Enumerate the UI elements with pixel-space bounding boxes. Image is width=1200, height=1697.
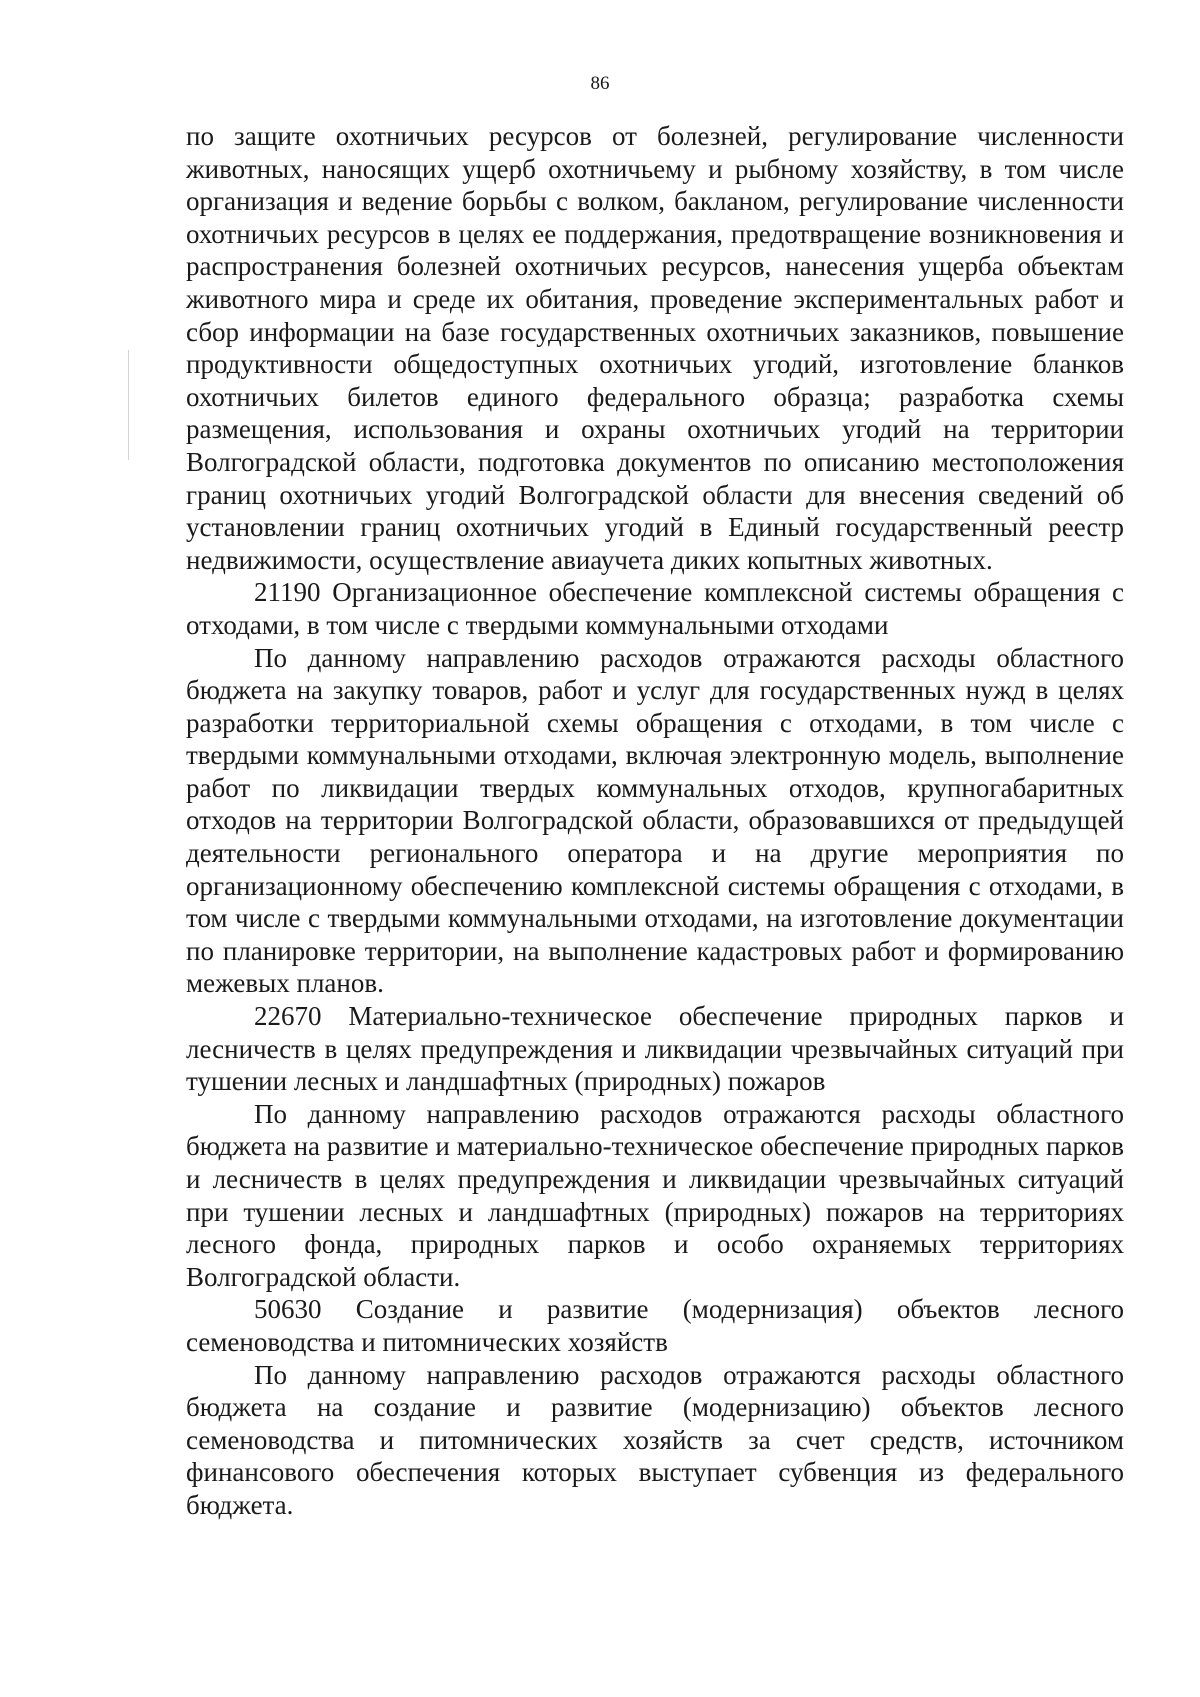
section-heading-21190: 21190 Организационное обеспечение комплексной системы обращения с отходами, в том числе с твердыми коммунальными отходами xyxy=(186,577,1124,640)
paragraph-21190-description: По данному направлению расходов отражаются расходы областного бюджета на закупку товаров, работ и услуг для государственных нужд в целях разработки территориальной схемы обращения с отходами, в том числе с твердыми коммунальными отходами, включая электронную модель, выполнение работ по ликвидации твердых коммунальных отходов, крупногабаритных отходов на территории Волгоградской области, образовавшихся от предыдущей деятельности регионального оператора и на другие мероприятия по организационному обеспечению комплексной системы обращения с отходами, в том числе с твердыми коммунальными отходами, на изготовление документации по планировке территории, на выполнение кадастровых работ и формированию межевых планов. xyxy=(186,642,1124,999)
document-body xyxy=(186,120,1124,1522)
paragraph-50630-description: По данному направлению расходов отражаются расходы областного бюджета на создание и развитие (модернизацию) объектов лесного семеноводства и питомнических хозяйств за счет средств, источником финансового обеспечения которых выступает субвенция из федерального бюджета. xyxy=(186,1359,1124,1520)
scan-artifact-line xyxy=(128,350,129,460)
paragraph-22670-description: По данному направлению расходов отражаются расходы областного бюджета на развитие и материально-техническое обеспечение природных парков и лесничеств в целях предупреждения и ликвидации чрезвычайных ситуаций при тушении лесных и ландшафтных (природных) пожаров на территориях лесного фонда, природных парков и особо охраняемых территориях Волгоградской области. xyxy=(186,1098,1124,1292)
section-heading-50630: 50630 Создание и развитие (модернизация) объектов лесного семеноводства и питомнических хозяйств xyxy=(186,1294,1124,1357)
paragraph-continuation: по защите охотничьих ресурсов от болезней, регулирование численности животных, наносящих ущерб охотничьему и рыбному хозяйству, в том числе организация и ведение борьбы с волком, бакланом, регулирование численности охотничьих ресурсов в целях ее поддержания, предотвращение возникновения и распространения болезней охотничьих ресурсов, нанесения ущерба объектам животного мира и среде их обитания, проведение экспериментальных работ и сбор информации на базе государственных охотничьих заказников, повышение продуктивности общедоступных охотничьих угодий, изготовление бланков охотничьих билетов единого федерального образца; разработка схемы размещения, использования и охраны охотничьих угодий на территории Волгоградской области, подготовка документов по описанию местоположения границ охотничьих угодий Волгоградской области для внесения сведений об установлении границ охотничьих угодий в Единый государственный реестр недвижимости, осуществление авиаучета диких копытных животных. xyxy=(186,121,1124,575)
section-heading-22670: 22670 Материально-техническое обеспечение природных парков и лесничеств в целях предупреждения и ликвидации чрезвычайных ситуаций при тушении лесных и ландшафтных (природных) пожаров xyxy=(186,1001,1124,1097)
page-number: 86 xyxy=(590,73,610,94)
